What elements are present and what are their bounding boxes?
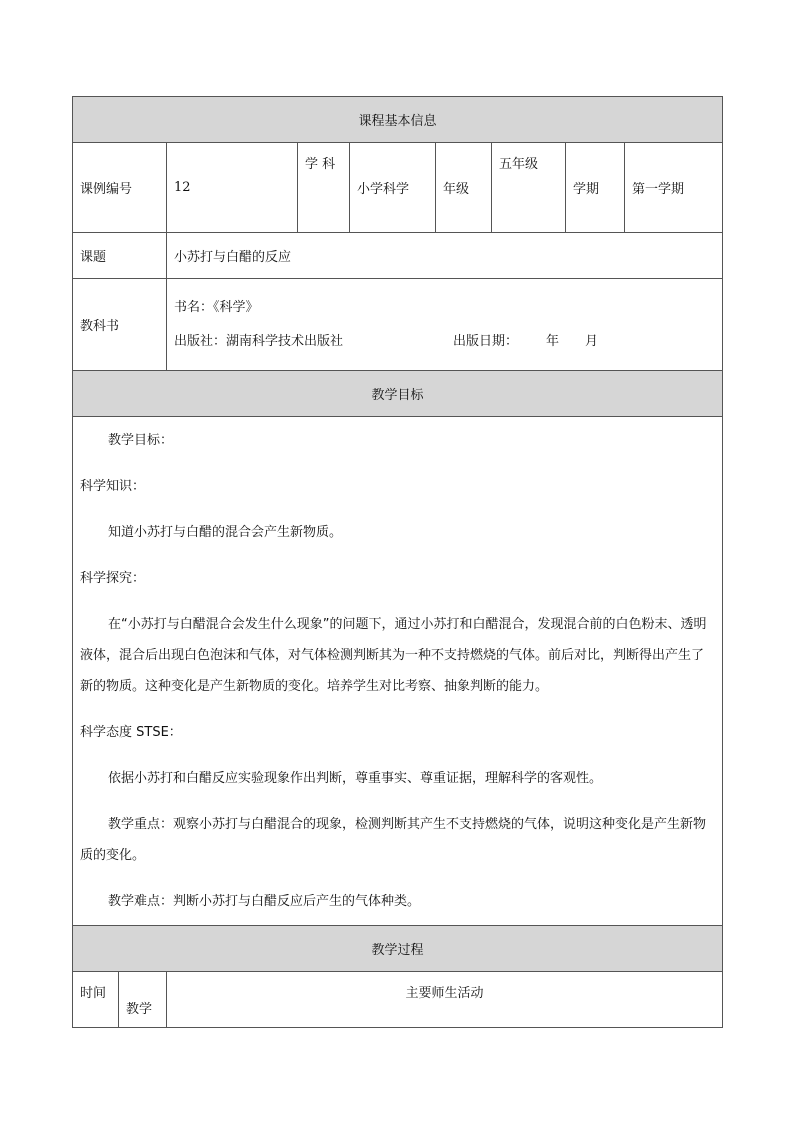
grade-value: 五年级: [492, 143, 566, 233]
inquiry-label: 科学探究：: [80, 571, 146, 586]
publisher: 出版社：湖南科学技术出版社: [174, 333, 344, 349]
objectives-header: 教学目标: [73, 371, 723, 417]
lesson-plan-table: [72, 96, 723, 1028]
subject-value: 小学科学: [350, 143, 436, 233]
term-label: 学期: [566, 143, 625, 233]
year-label: 年: [546, 333, 560, 349]
topic-label: 课题: [73, 233, 167, 279]
publisher-line: [174, 325, 715, 359]
attitude-text: 依据小苏打和白醋反应实验现象作出判断，尊重事实、尊重证据，理解科学的客观性。: [108, 771, 603, 786]
col-teaching: 教学: [119, 972, 167, 1028]
difficulty: 教学难点：判断小苏打与白醋反应后产生的气体种类。: [108, 894, 421, 909]
knowledge-label: 科学知识：: [80, 479, 146, 494]
attitude-label: 科学态度 STSE：: [80, 725, 182, 740]
month-label: 月: [585, 333, 599, 349]
col-activities: 主要师生活动: [167, 972, 723, 1028]
grade-label: 年级: [436, 143, 492, 233]
col-time: 时间: [73, 972, 119, 1028]
textbook-label: 教科书: [73, 279, 167, 371]
textbook-info: [167, 279, 723, 371]
objectives-body: [73, 417, 723, 926]
case-no-value: 12: [167, 143, 298, 233]
basic-info-header: 课程基本信息: [73, 97, 723, 143]
lesson-plan-document: [72, 96, 722, 1028]
subject-label: 学 科: [298, 143, 350, 233]
topic-value: 小苏打与白醋的反应: [167, 233, 723, 279]
process-header: 教学过程: [73, 926, 723, 972]
objectives-intro: 教学目标：: [108, 433, 174, 448]
case-no-label: 课例编号: [73, 143, 167, 233]
knowledge-text: 知道小苏打与白醋的混合会产生新物质。: [108, 525, 343, 540]
key-point: 教学重点：观察小苏打与白醋混合的现象，检测判断其产生不支持燃烧的气体，说明这种变化是产生新物质的变化。: [80, 817, 707, 863]
inquiry-text: 在“小苏打与白醋混合会发生什么现象”的问题下，通过小苏打和白醋混合，发现混合前的白色粉末、透明液体，混合后出现白色泡沫和气体，对气体检测判断其为一种不支持燃烧的气体。前后对比，判断得出产生了新的物质。这种变化是产生新物质的变化。培养学生对比考察、抽象判断的能力。: [80, 617, 707, 694]
book-name: 书名：《科学》: [174, 299, 259, 315]
term-value: 第一学期: [625, 143, 723, 233]
pub-date-label: 出版日期：: [453, 333, 519, 349]
